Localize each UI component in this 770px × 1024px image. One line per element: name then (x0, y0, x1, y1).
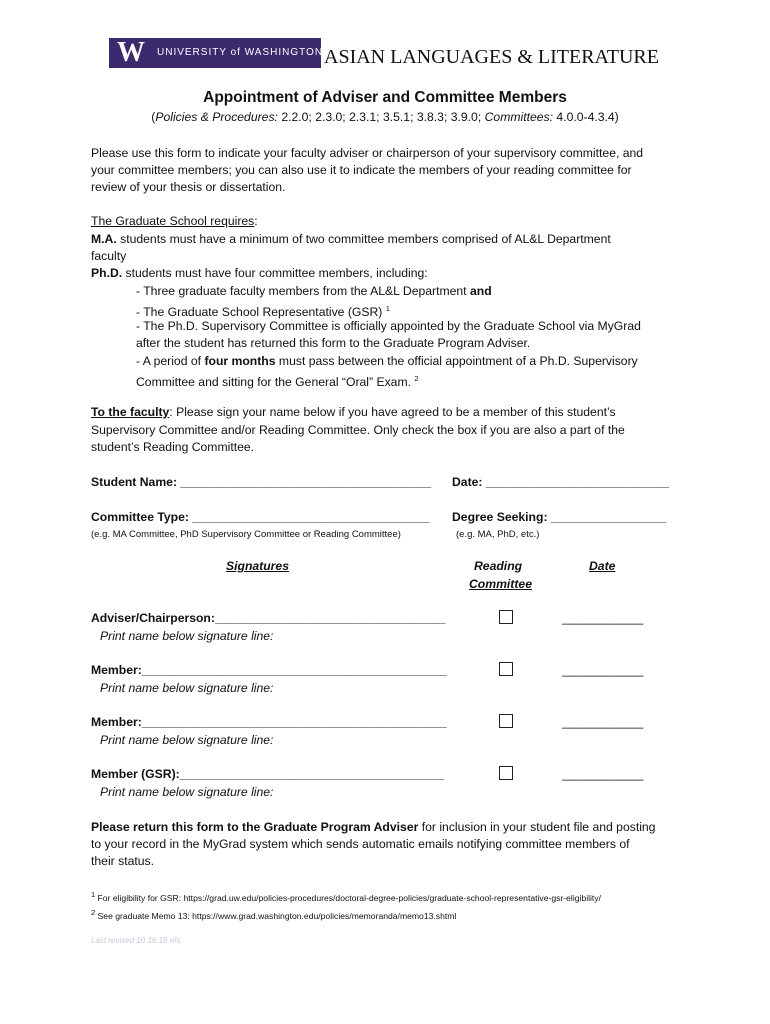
phd-bullet-4-cont: Committee and sitting for the General “Oral” Exam. $^2$ (136, 374, 419, 390)
gsr-signature-line[interactable]: Member (GSR):_______________________________________ (91, 767, 445, 781)
reading-committee-checkbox[interactable] (499, 766, 513, 780)
degree-seeking-field[interactable]: Degree Seeking: _________________ (452, 510, 667, 524)
faculty-instructions-2: Supervisory Committee and/or Reading Committee. Only check the box if you are also a part of the (91, 423, 625, 437)
return-note-2: to your record in the MyGrad system which sends automatic emails notifying committee members of (91, 837, 630, 851)
requirements-heading: The Graduate School requires: (91, 214, 258, 228)
signature-date-line[interactable]: ____________ (562, 663, 644, 677)
revision-note: Last revised 10.16.18 efs (91, 936, 181, 945)
ma-requirement: M.A. students must have a minimum of two committee members comprised of AL&L Department (91, 232, 611, 246)
phd-requirement: Ph.D. students must have four committee members, including: (91, 266, 428, 280)
signatures-header: Signatures (226, 559, 289, 573)
reading-committee-checkbox[interactable] (499, 610, 513, 624)
member-signature-line[interactable]: Member:_____________________________________________ (91, 715, 447, 729)
signature-date-line[interactable]: ____________ (562, 611, 644, 625)
degree-seeking-hint: (e.g. MA, PhD, etc.) (456, 529, 540, 540)
intro-line-2: your committee members; you can also use it to indicate the members of your reading committee for (91, 163, 632, 177)
faculty-instructions-3: student’s Reading Committee. (91, 440, 255, 454)
student-name-field[interactable]: Student Name: _____________________________________ (91, 475, 432, 489)
committee-type-field[interactable]: Committee Type: ___________________________________ (91, 510, 430, 524)
print-name-hint: Print name below signature line: (100, 681, 274, 695)
print-name-hint: Print name below signature line: (100, 733, 274, 747)
print-name-hint: Print name below signature line: (100, 785, 274, 799)
footnote-1: $^1$ For eligibility for GSR: https://grad.uw.edu/policies-procedures/doctoral-degree-policies/graduate-school-representative-gsr-eligibility/ (91, 890, 602, 903)
intro-line-1: Please use this form to indicate your faculty adviser or chairperson of your supervisory committee, and (91, 146, 644, 160)
university-logo (109, 37, 324, 68)
logo-text: UNIVERSITY of WASHINGTON (157, 47, 324, 58)
ma-requirement-cont: faculty (91, 249, 127, 263)
form-subtitle: (Policies & Procedures: 2.2.0; 2.3.0; 2.3.1; 3.5.1; 3.8.3; 3.9.0; Committees: 4.0.0-4.3.4) (151, 110, 619, 124)
print-name-hint: Print name below signature line: (100, 629, 274, 643)
faculty-instructions: To the faculty: Please sign your name below if you have agreed to be a member of this student’s (91, 405, 616, 419)
phd-bullet-4: - A period of four months must pass between the official appointment of a Ph.D. Supervisory (136, 354, 638, 368)
reading-committee-checkbox[interactable] (499, 662, 513, 676)
phd-bullet-2: - The Graduate School Representative (GSR) $^1$ (136, 304, 390, 320)
phd-bullet-3: - The Ph.D. Supervisory Committee is officially appointed by the Graduate School via MyGrad (136, 319, 641, 333)
return-note: Please return this form to the Graduate Program Adviser for inclusion in your student file and posting (91, 820, 656, 834)
signature-date-line[interactable]: ____________ (562, 715, 644, 729)
member-signature-line[interactable]: Member:_____________________________________________ (91, 663, 447, 677)
return-note-3: their status. (91, 854, 154, 868)
date-header: Date (589, 559, 616, 573)
date-field[interactable]: Date: ___________________________ (452, 475, 669, 489)
form-title: Appointment of Adviser and Committee Members (203, 89, 567, 106)
committee-type-hint: (e.g. MA Committee, PhD Supervisory Committee or Reading Committee) (91, 529, 401, 540)
reading-committee-header-1: Reading (474, 559, 523, 573)
reading-committee-checkbox[interactable] (499, 714, 513, 728)
adviser-signature-line[interactable]: Adviser/Chairperson:__________________________________ (91, 611, 446, 625)
intro-line-3: review of your thesis or dissertation. (91, 180, 286, 194)
signature-date-line[interactable]: ____________ (562, 767, 644, 781)
department-name: ASIAN LANGUAGES & LITERATURE (324, 46, 659, 68)
logo-w: W (117, 37, 145, 68)
phd-bullet-3-cont: after the student has returned this form to the Graduate Program Adviser. (136, 336, 531, 350)
footnote-2: $^2$ See graduate Memo 13: https://www.grad.washington.edu/policies/memoranda/memo13.shtml (91, 908, 457, 921)
reading-committee-header-2: Committee (469, 577, 532, 591)
phd-bullet-1: - Three graduate faculty members from the AL&L Department and (136, 284, 492, 298)
